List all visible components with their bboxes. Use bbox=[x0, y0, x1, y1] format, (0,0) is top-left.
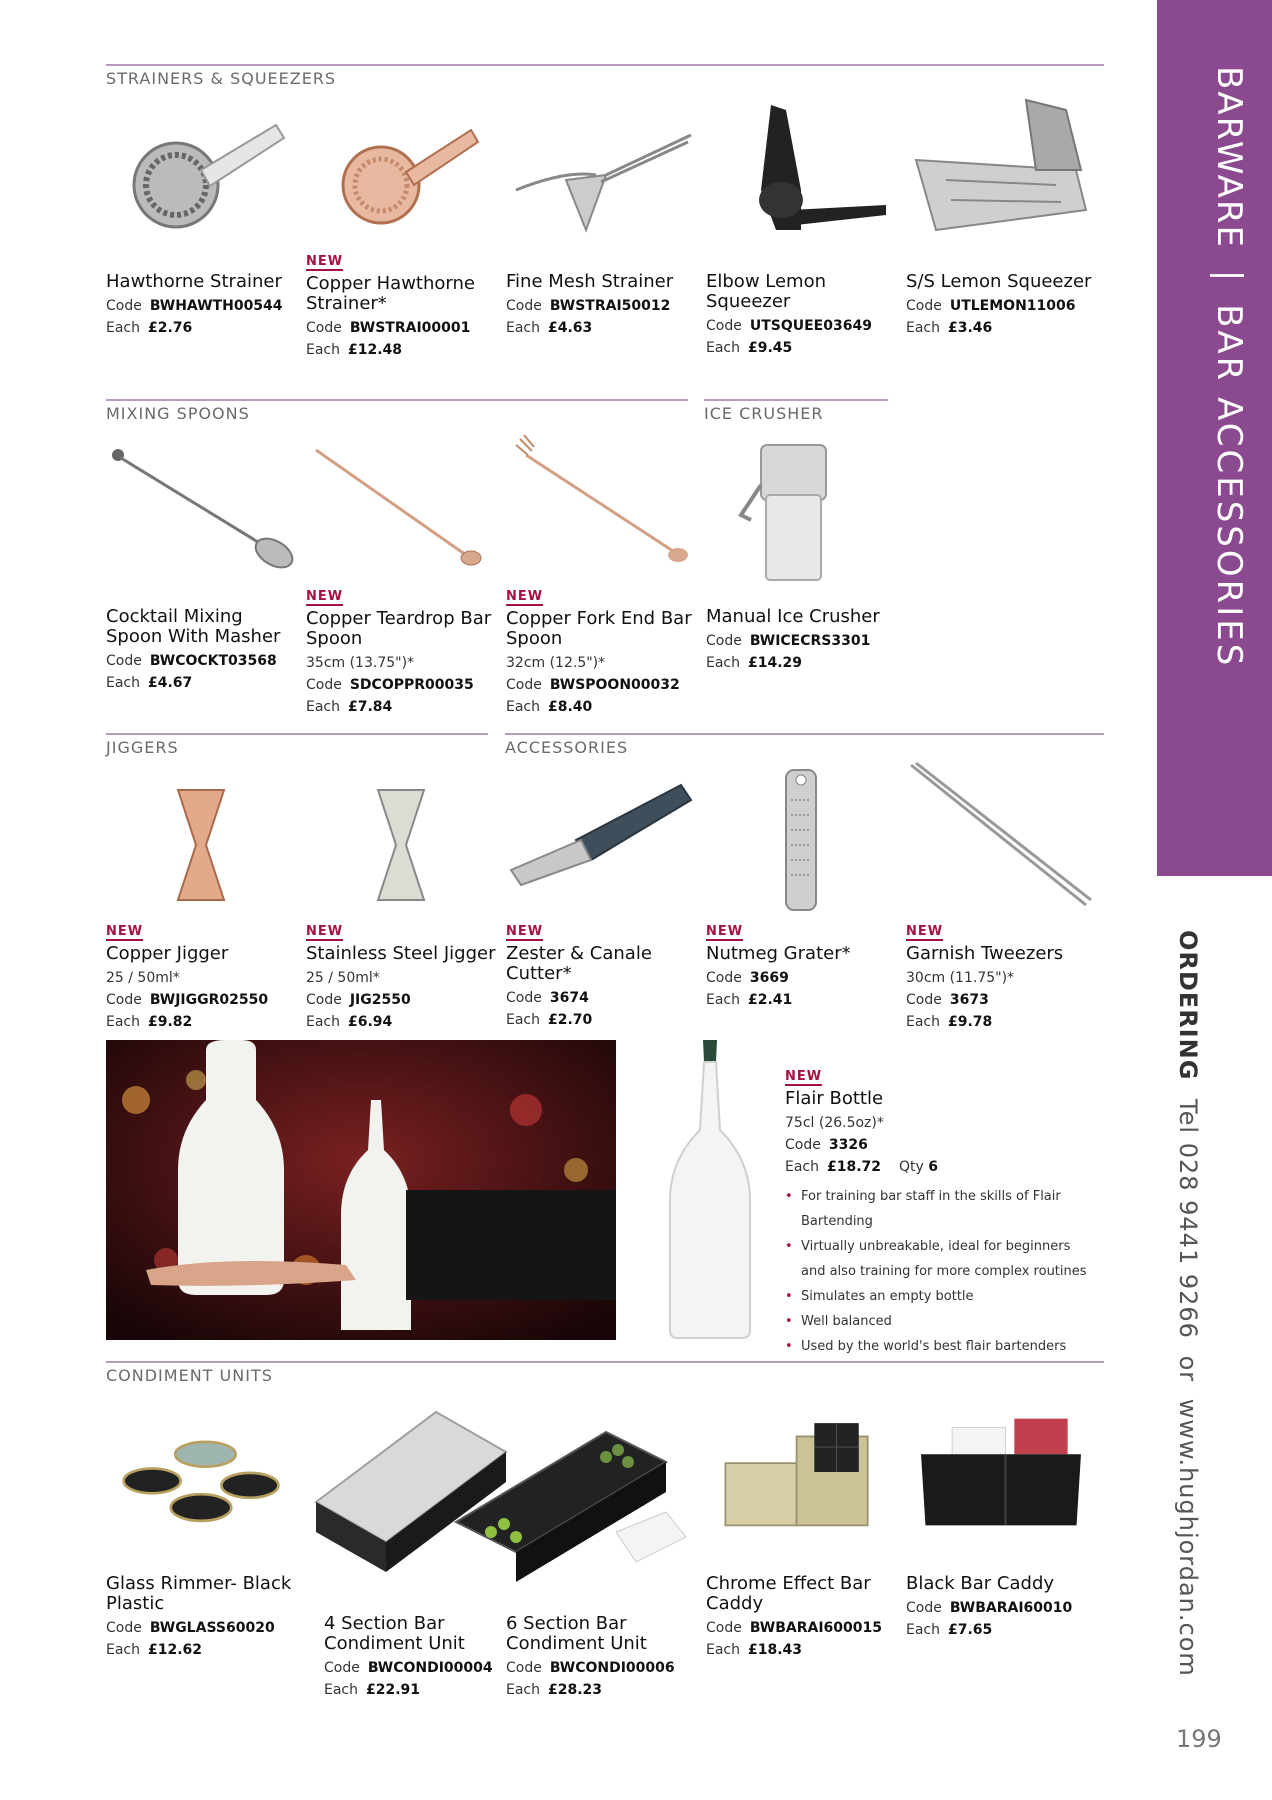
mixing-spoon-image bbox=[106, 425, 296, 585]
product-price: Each £3.46 bbox=[906, 320, 993, 336]
feature-item: • Used by the world's best flair bartenders bbox=[785, 1334, 1095, 1359]
product-code: Code BWCONDI00006 bbox=[506, 1660, 675, 1676]
black-caddy-image bbox=[906, 1392, 1096, 1552]
ss-squeezer-image bbox=[906, 90, 1096, 250]
product-zester[interactable] bbox=[506, 760, 696, 1031]
product-code: Code BWGLASS60020 bbox=[106, 1620, 275, 1636]
page-number: 199 bbox=[1176, 1725, 1222, 1753]
product-name: Copper Jigger bbox=[106, 943, 229, 964]
product-code: Code BWSPOON00032 bbox=[506, 677, 680, 693]
product-black-bar-caddy[interactable] bbox=[906, 1392, 1096, 1641]
product-name: Stainless Steel Jigger bbox=[306, 943, 496, 964]
product-copper-fork-spoon[interactable] bbox=[506, 425, 696, 718]
steel-jigger-image bbox=[306, 760, 496, 920]
ordering-info: ORDERING Tel 028 9441 9266 or www.hughjordan.com bbox=[1174, 930, 1202, 1677]
product-code: Code BWSTRAI50012 bbox=[506, 298, 671, 314]
product-code: Code 3674 bbox=[506, 990, 589, 1006]
product-price: Each £22.91 bbox=[324, 1682, 421, 1698]
feature-item: • Virtually unbreakable, ideal for beginners and also training for more complex routines bbox=[785, 1234, 1095, 1284]
new-badge: NEW bbox=[506, 924, 544, 939]
product-copper-jigger[interactable] bbox=[106, 760, 296, 1033]
fork-spoon-image bbox=[506, 425, 696, 585]
product-price: Each £18.72 Qty 6 bbox=[785, 1159, 939, 1175]
product-size: 25 / 50ml* bbox=[106, 970, 180, 986]
new-badge: NEW bbox=[506, 589, 544, 604]
sidebar-heading: BARWARE | BAR ACCESSORIES bbox=[1209, 66, 1249, 669]
product-stainless-jigger[interactable] bbox=[306, 760, 496, 1033]
category-sidebar bbox=[1157, 0, 1272, 876]
product-chrome-bar-caddy[interactable] bbox=[706, 1392, 896, 1661]
product-price: Each £12.62 bbox=[106, 1642, 203, 1658]
product-copper-teardrop-spoon[interactable] bbox=[306, 425, 496, 718]
product-name: Copper Fork End Bar Spoon bbox=[506, 608, 692, 649]
product-name: Zester & Canale Cutter* bbox=[506, 943, 652, 984]
product-name: Hawthorne Strainer bbox=[106, 271, 282, 292]
product-name: Garnish Tweezers bbox=[906, 943, 1064, 964]
product-cocktail-mixing-spoon[interactable] bbox=[106, 425, 296, 694]
product-price: Each £7.65 bbox=[906, 1622, 993, 1638]
product-name: Manual Ice Crusher bbox=[706, 606, 880, 627]
product-name: Cocktail Mixing Spoon With Masher bbox=[106, 606, 281, 647]
product-price: Each £2.41 bbox=[706, 992, 793, 1008]
flair-bottle-image bbox=[650, 1040, 770, 1340]
product-code: Code JIG2550 bbox=[306, 992, 411, 1008]
product-code: Code BWJIGGR02550 bbox=[106, 992, 269, 1008]
section-mixing-spoons: MIXING SPOONS bbox=[106, 399, 688, 423]
copper-jigger-image bbox=[106, 760, 296, 920]
product-code: Code BWCOCKT03568 bbox=[106, 653, 277, 669]
product-hawthorne-strainer[interactable] bbox=[106, 90, 296, 339]
tweezers-image bbox=[906, 760, 1096, 920]
new-badge: NEW bbox=[306, 589, 344, 604]
zester-image bbox=[506, 760, 696, 920]
product-name: Nutmeg Grater* bbox=[706, 943, 851, 964]
new-badge: NEW bbox=[906, 924, 944, 939]
product-price: Each £4.67 bbox=[106, 675, 193, 691]
product-manual-ice-crusher[interactable] bbox=[706, 425, 896, 674]
product-size: 75cl (26.5oz)* bbox=[785, 1115, 884, 1131]
product-price: Each £9.45 bbox=[706, 340, 793, 356]
elbow-squeezer-image bbox=[706, 90, 896, 250]
product-price: Each £7.84 bbox=[306, 699, 393, 715]
product-6-section-condiment[interactable] bbox=[506, 1614, 696, 1701]
new-badge: NEW bbox=[706, 924, 744, 939]
product-name: Glass Rimmer- Black Plastic bbox=[106, 1573, 292, 1614]
website-link[interactable]: www.hughjordan.com bbox=[1174, 1398, 1202, 1677]
condiment-units-image bbox=[306, 1392, 696, 1592]
product-name: Elbow Lemon Squeezer bbox=[706, 271, 826, 312]
product-code: Code BWCONDI00004 bbox=[324, 1660, 493, 1676]
product-nutmeg-grater[interactable] bbox=[706, 760, 896, 1011]
product-price: Each £18.43 bbox=[706, 1642, 803, 1658]
product-price: Each £9.82 bbox=[106, 1014, 193, 1030]
glass-rimmer-image bbox=[106, 1392, 296, 1552]
feature-item: • Simulates an empty bottle bbox=[785, 1284, 1095, 1309]
product-fine-mesh-strainer[interactable] bbox=[506, 90, 696, 339]
nutmeg-grater-image bbox=[706, 760, 896, 920]
product-size: 35cm (13.75")* bbox=[306, 655, 415, 671]
product-code: Code BWICECRS3301 bbox=[706, 633, 871, 649]
product-code: Code BWBARAI60010 bbox=[906, 1600, 1073, 1616]
feature-item: • For training bar staff in the skills of Flair Bartending bbox=[785, 1184, 1095, 1234]
product-name: 4 Section Bar Condiment Unit bbox=[324, 1613, 465, 1654]
product-price: Each £2.70 bbox=[506, 1012, 593, 1028]
feature-item: • Well balanced bbox=[785, 1309, 1095, 1334]
product-name: Flair Bottle bbox=[785, 1088, 884, 1109]
fine-mesh-strainer-image bbox=[506, 90, 696, 250]
product-ss-lemon-squeezer[interactable] bbox=[906, 90, 1096, 339]
teardrop-spoon-image bbox=[306, 425, 496, 585]
copper-strainer-image bbox=[306, 90, 496, 250]
product-code: Code BWSTRAI00001 bbox=[306, 320, 471, 336]
product-size: 30cm (11.75")* bbox=[906, 970, 1015, 986]
product-glass-rimmer[interactable] bbox=[106, 1392, 296, 1661]
product-code: Code UTLEMON11006 bbox=[906, 298, 1076, 314]
product-flair-bottle[interactable] bbox=[785, 1065, 1095, 1359]
section-strainers: STRAINERS & SQUEEZERS bbox=[106, 64, 1104, 88]
product-code: Code 3669 bbox=[706, 970, 789, 986]
product-price: Each £4.63 bbox=[506, 320, 593, 336]
product-name: Fine Mesh Strainer bbox=[506, 271, 674, 292]
product-code: Code BWHAWTH00544 bbox=[106, 298, 283, 314]
product-code: Code SDCOPPR00035 bbox=[306, 677, 474, 693]
product-price: Each £28.23 bbox=[506, 1682, 603, 1698]
product-code: Code 3326 bbox=[785, 1137, 868, 1153]
product-4-section-condiment[interactable] bbox=[324, 1614, 494, 1701]
section-ice-crusher: ICE CRUSHER bbox=[704, 399, 888, 423]
new-badge: NEW bbox=[106, 924, 144, 939]
section-accessories: ACCESSORIES bbox=[505, 733, 1104, 757]
product-name: Chrome Effect Bar Caddy bbox=[706, 1573, 871, 1614]
product-price: Each £14.29 bbox=[706, 655, 803, 671]
product-price: Each £9.78 bbox=[906, 1014, 993, 1030]
product-garnish-tweezers[interactable] bbox=[906, 760, 1096, 1033]
section-jiggers: JIGGERS bbox=[106, 733, 488, 757]
product-code: Code BWBARAI600015 bbox=[706, 1620, 882, 1636]
product-price: Each £6.94 bbox=[306, 1014, 393, 1030]
new-badge: NEW bbox=[785, 1069, 823, 1084]
product-size: 32cm (12.5")* bbox=[506, 655, 606, 671]
section-condiment: CONDIMENT UNITS bbox=[106, 1361, 1104, 1385]
chrome-caddy-image bbox=[706, 1392, 896, 1552]
product-code: Code 3673 bbox=[906, 992, 989, 1008]
product-name: S/S Lemon Squeezer bbox=[906, 271, 1092, 292]
product-name: Copper Teardrop Bar Spoon bbox=[306, 608, 492, 649]
product-name: 6 Section Bar Condiment Unit bbox=[506, 1613, 647, 1654]
ice-crusher-image bbox=[706, 425, 896, 585]
flair-bartender-photo bbox=[106, 1040, 616, 1340]
product-price: Each £12.48 bbox=[306, 342, 403, 358]
product-elbow-lemon-squeezer[interactable] bbox=[706, 90, 896, 359]
product-name: Copper Hawthorne Strainer* bbox=[306, 273, 475, 314]
product-copper-hawthorne-strainer[interactable] bbox=[306, 90, 496, 361]
product-price: Each £8.40 bbox=[506, 699, 593, 715]
hawthorne-strainer-image bbox=[106, 90, 296, 250]
flair-features-list bbox=[785, 1184, 1095, 1359]
new-badge: NEW bbox=[306, 254, 344, 269]
product-size: 25 / 50ml* bbox=[306, 970, 380, 986]
product-price: Each £2.76 bbox=[106, 320, 193, 336]
product-code: Code UTSQUEE03649 bbox=[706, 318, 872, 334]
product-name: Black Bar Caddy bbox=[906, 1573, 1055, 1594]
new-badge: NEW bbox=[306, 924, 344, 939]
